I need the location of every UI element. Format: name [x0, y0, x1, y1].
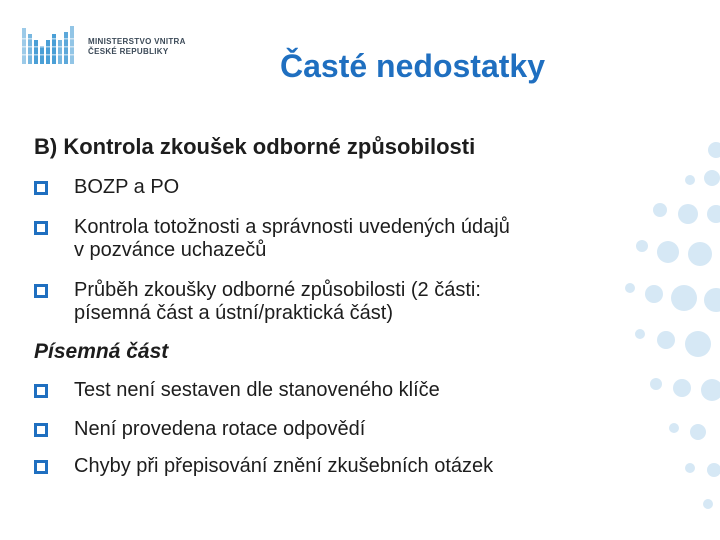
bullet-text: v pozvánce uchazečů	[74, 239, 267, 261]
logo-line-2: ČESKÉ REPUBLIKY	[88, 47, 169, 56]
bullet-text: Chyby při přepisování znění zkušebních otázek	[74, 455, 494, 477]
square-bullet-icon	[34, 423, 48, 437]
bullet-text: Test není sestaven dle stanoveného klíče	[74, 379, 440, 401]
bullet-item	[34, 379, 440, 402]
bullet-text: BOZP a PO	[74, 176, 180, 198]
square-bullet-icon	[34, 460, 48, 474]
subsection-heading: Písemná část	[34, 340, 169, 363]
bullet-item	[34, 418, 365, 441]
logo-text	[88, 37, 186, 57]
bullet-item	[34, 279, 481, 325]
bullet-item	[34, 216, 510, 262]
square-bullet-icon	[34, 284, 48, 298]
bullet-text: Kontrola totožnosti a správnosti uvedených údajů	[74, 216, 510, 238]
slide-title: Časté nedostatky	[280, 48, 545, 84]
square-bullet-icon	[34, 221, 48, 235]
ministry-logo	[22, 22, 202, 72]
square-bullet-icon	[34, 384, 48, 398]
bullet-text: Průběh zkoušky odborné způsobilosti (2 části:	[74, 279, 481, 301]
bullet-item	[34, 176, 179, 199]
bullet-text: písemná část a ústní/praktická část)	[74, 302, 394, 324]
bullet-item	[34, 455, 493, 478]
section-heading: B) Kontrola zkoušek odborné způsobilosti	[34, 134, 476, 159]
bullet-text: Není provedena rotace odpovědí	[74, 418, 366, 440]
logo-bars-icon	[22, 22, 82, 70]
square-bullet-icon	[34, 181, 48, 195]
logo-line-1: MINISTERSTVO VNITRA	[88, 37, 186, 46]
